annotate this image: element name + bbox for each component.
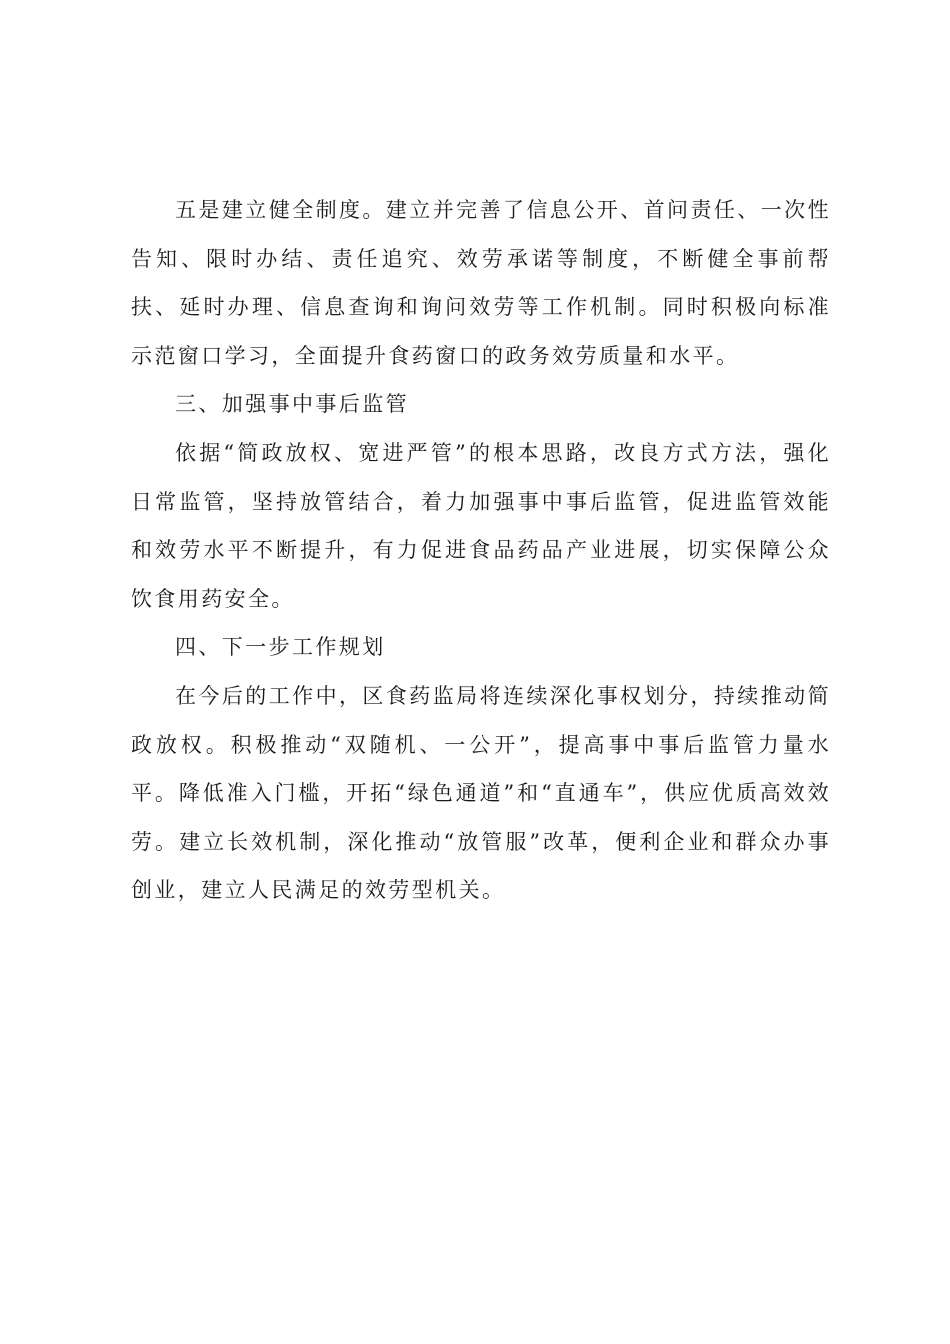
paragraph-system-building: 五是建立健全制度。建立并完善了信息公开、首问责任、一次性告知、限时办结、责任追究、效劳承诺等制度，不断健全事前帮扶、延时办理、信息查询和询问效劳等工作机制。同时积极向标准示范窗口学习，全面提升食药窗口的政务效劳质量和水平。	[131, 198, 831, 368]
paragraph-next-plan: 在今后的工作中，区食药监局将连续深化事权划分，持续推动简政放权。积极推动“双随机、一公开”，提高事中事后监管力量水平。降低准入门槛，开拓“绿色通道”和“直通车”，供应优质高效效劳。建立长效机制，深化推动“放管服”改革，便利企业和群众办事创业，建立人民满足的效劳型机关。	[131, 683, 831, 903]
paragraph-supervision: 依据“简政放权、宽进严管”的根本思路，改良方式方法，强化日常监管，坚持放管结合，着力加强事中事后监管，促进监管效能和效劳水平不断提升，有力促进食品药品产业进展，切实保障公众饮食用药安全。	[131, 440, 831, 611]
section-heading-next-plan: 四、下一步工作规划	[175, 635, 386, 660]
section-heading-supervision: 三、加强事中事后监管	[175, 392, 409, 417]
document-body	[131, 186, 831, 915]
